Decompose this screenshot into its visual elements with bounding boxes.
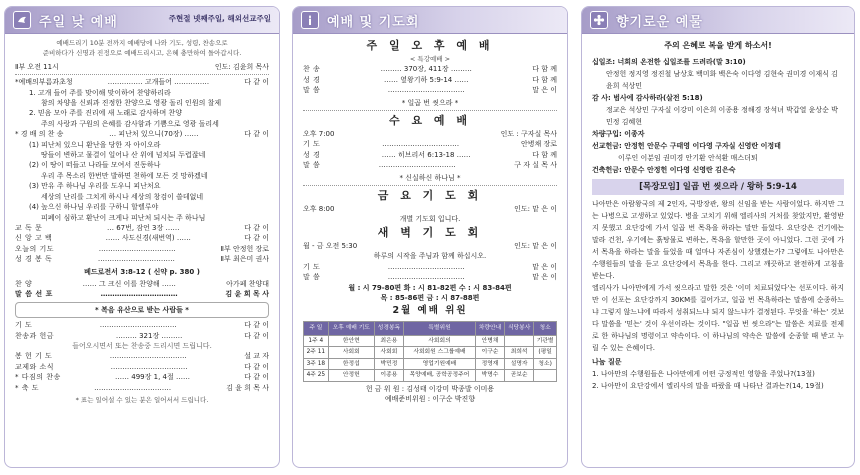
table-cell: 정영재	[475, 358, 504, 370]
question-item: 1. 나아만의 수행원들은 나아만에게 어떤 긍정적인 영향을 주었나?(13절)	[592, 370, 815, 378]
order-person: 김 윤 희 목 사	[226, 383, 269, 392]
order-label: * 축 도	[15, 383, 39, 392]
order-person: 설 교 자	[244, 352, 269, 361]
order-person: 다 같 이	[244, 331, 269, 340]
panel-sunday-worship	[4, 6, 280, 468]
table-cell: 박명수	[475, 370, 504, 382]
order-label: 찬송과 헌금	[15, 331, 55, 340]
order-person: 다 같 이	[244, 321, 269, 330]
wednesday-title: 수 요 예 배	[389, 114, 471, 128]
duty-header: 주 일	[304, 322, 329, 335]
hymn-line: 참의 차양을 신뢰과 진정한 찬양으로 영광 돌리 인원의 찰제	[41, 99, 222, 108]
order-person: 안병채 장로	[520, 140, 557, 149]
friday-leader: 인도: 맡 은 이	[514, 205, 557, 214]
order-person: 구 자 실 목 사	[514, 161, 557, 170]
order-fill: …… 옆왕기하 5:9-14 ……	[384, 75, 469, 84]
group-meeting-title: [목장모임] 일곱 번 씻으라 / 왕하 5:9-14	[592, 179, 844, 195]
order-person: 맡 은 이	[532, 262, 557, 271]
table-row	[304, 347, 557, 359]
meditation-paragraph: 엘리사가 나아만에게 가서 씻으라고 말한 것은 '이미 치료되었다'는 선포이다. 하지만 이 선포는 요단강까지 30KM를 걸어가고, 일곱 번 목욕하라는 말씀에 순종하느냐 그렇지 않느냐에 따라서 성취되느냐 되지 않느냐가 결정된다. 무엇을 '하는' 것보다 말씀을 '믿는' 것이 우선이라는 것이다. "일곱 번 씻으라"는 말씀은 치료를 전제로 한 하나님의 명령이고 약속이다. 이 하나님의 약속은 말씀에 순종할 때 받고 누릴 수 있는 은혜이다.	[592, 284, 844, 352]
meditation-paragraph: 나아만은 아람왕국의 제 2인자, 국방장관, 왕의 신임을 받는 사람이었다. 하지만 그는 나병으로 고생하고 있었다. 병을 고치기 위해 엘리사의 거처를 찾았지만, 환영받지 못했고 요단강에 가서 일곱 번 목욕을 하라는 말만 들었다. 요단강은 건기에는 말라 건천, 우기에는 흙탕물로 변하는, 목욕을 할만한 곳이 아니었다. 그런 곳에 가서 목욕을 하라는 말을 들었을 때 얼마나 자존심이 상했겠는가? 그렇에도 나아만은 수행원들의 말을 듣고 요단강에서 목욕을 한다. 그리고 깨끗하고 완전하게 고침을 받는다.	[592, 200, 844, 280]
hymn-line: 주의 사랑과 구원의 은혜를 감사함과 기쁨으로 영광 돌리세	[41, 119, 219, 128]
table-cell: 사회회원 스그룹예배	[404, 347, 476, 359]
order-person: 다 같 이	[244, 130, 269, 139]
hymn-line: (4) 높으신 하나님 우리를 구하니 할렐루야	[29, 203, 159, 212]
dove-icon	[13, 11, 31, 29]
order-person: 김 윤 희 목 사	[225, 290, 269, 299]
bible-reading: 목 : 85-86편 금 : 시 87-88편	[380, 293, 480, 302]
table-cell: 안정헌	[328, 370, 374, 382]
table-cell: 곧보순	[505, 370, 534, 382]
hymn-line: 피폐이 심하고 환난이 크게나 피난처 되시는 주 하나님	[41, 213, 206, 222]
table-row	[304, 335, 557, 347]
order-fill: ……………………………	[98, 244, 176, 253]
questions-title: 나눔 질문	[592, 358, 622, 366]
order-label: 성 경	[303, 150, 321, 159]
order-person: 다 함 께	[532, 65, 557, 74]
question-item: 2. 나아만이 요단강에서 엘리사의 말을 따랐을 때 나타난 결과는?(14, 19절)	[592, 382, 824, 390]
offering-heading: 주의 은혜로 복을 받게 하소서!	[664, 41, 772, 50]
order-label: *예배의부름과초청	[15, 78, 73, 87]
order-label: * 다짐의 찬송	[15, 373, 61, 382]
order-fill: ……………………………	[387, 273, 465, 282]
table-row	[304, 370, 557, 382]
table-cell: 사회회	[374, 347, 403, 359]
table-cell: 4주 25	[304, 370, 329, 382]
panel-worship-prayer	[292, 6, 568, 468]
order-person: 다 함 께	[532, 150, 557, 159]
worship-time: Ⅱ부 오전 11시	[15, 62, 59, 71]
order-fill: …… 499장 1, 4절 ……	[115, 373, 190, 382]
order-label: 기 도	[303, 140, 321, 149]
offering-section-label: 감 사: 범사에 감사하라(살전 5:18)	[592, 94, 703, 102]
order-label: 신 앙 고 백	[15, 234, 53, 243]
table-cell: 청소)	[534, 358, 557, 370]
order-fill: ……………………………	[387, 86, 465, 95]
friday-time: 오후 8:00	[303, 205, 335, 214]
table-cell: 최희석	[505, 347, 534, 359]
table-cell: 2주 11	[304, 347, 329, 359]
order-fill: ……… 370장, 411장 ………	[380, 65, 472, 74]
order-person: Ⅱ부 최은미 권사	[220, 255, 269, 264]
order-fill: ……………………………	[97, 255, 175, 264]
order-label: 말 씀	[303, 273, 321, 282]
hymn-line: (2) 이 땅이 떠들고 나라들 모여서 진동하나	[29, 161, 161, 170]
order-fill: ……… 321장 ………	[115, 331, 183, 340]
scripture-reference: 베드로전서 3:8-12 ( 신약 p. 380 )	[84, 267, 200, 276]
panel-header	[293, 7, 567, 34]
order-label: 봉 헌 기 도	[15, 352, 53, 361]
table-cell: 안병채	[475, 335, 504, 347]
wednesday-time: 오후 7:00	[303, 130, 335, 139]
dawn-time: 월 - 금 오전 5:30	[303, 241, 358, 250]
offering-section-label: 선교헌금: 안정헌 안문수 구태영 이다영 구자실 신영란 이정태	[592, 142, 781, 150]
order-person: 다 같 이	[244, 78, 269, 87]
footer-note: * 표는 일어설 수 있는 분은 일어서서 드립니다.	[75, 396, 209, 404]
offering-names: 정교은 석상민 구자실 이강미 이은희 이종용 정해경 장석녀 박갑열 윤상순 박민정 김혜현	[606, 106, 838, 126]
offering-section-label: 십일조: 너희의 온전한 십일조를 드려라(말 3:10)	[592, 58, 746, 66]
table-cell: 이구순	[475, 347, 504, 359]
hymn-line: 2. 믿음 모아 주를 진리에 새 노래로 감사하며 찬양	[29, 109, 182, 118]
afternoon-subtitle: < 특강예배 >	[409, 55, 451, 63]
table-cell: 사회회	[328, 347, 374, 359]
order-list	[15, 77, 269, 405]
order-fill: …… 히브리서 6:13-18 ……	[381, 150, 471, 159]
order-label: 오늘의 기도	[15, 244, 55, 253]
table-cell: 박민정	[374, 358, 403, 370]
duty-header: 특별위원	[404, 322, 476, 335]
friday-note: 개별 기도회 입니다.	[399, 215, 461, 224]
wednesday-leader: 인도 : 구자실 목사	[500, 130, 557, 139]
order-label: 찬 양	[15, 279, 33, 288]
candle-icon	[301, 11, 319, 29]
dawn-leader: 인도: 맡 은 이	[514, 241, 557, 250]
order-fill: …………… 고개들어 ……………	[107, 78, 210, 87]
offering-staff: 헌 금 위 원 : 김성태 이강미 박종발 이미용	[365, 384, 495, 393]
order-label: 기 도	[303, 262, 321, 271]
table-row	[304, 358, 557, 370]
table-cell	[505, 335, 534, 347]
sermon-note: * 일곱 번 씻으라 *	[401, 98, 459, 107]
offering-section-label: 차량구입: 이종자	[592, 130, 645, 138]
order-person: 다 같 이	[244, 362, 269, 371]
order-fill: ……………………………	[387, 262, 465, 271]
order-fill: ……………………………	[100, 290, 178, 299]
order-person: 다 같 이	[244, 373, 269, 382]
order-person: 말 은 이	[532, 86, 557, 95]
hymn-line: 세상의 난리를 그치게 하시나 세상의 창검이 쓸데없네	[41, 192, 204, 201]
intro-line: 예배드리기 10분 전까지 예배당에 나와 기도, 성령, 찬송으로	[56, 39, 228, 47]
order-label: 교제와 소식	[15, 362, 55, 371]
order-label: 말 씀	[303, 86, 321, 95]
order-person: 다 같 이	[244, 223, 269, 232]
duty-title: 2월 예배 위원	[392, 305, 468, 317]
friday-title: 금 요 기 도 회	[377, 189, 483, 203]
table-cell: 사회회의	[404, 335, 476, 347]
sermon-theme: * 복음 유산으로 받는 사람들 *	[15, 302, 269, 318]
order-fill: ……………………………	[110, 362, 188, 371]
reception-staff: 예배준비위원 : 이구순 박진향	[384, 395, 476, 404]
panel-offerings	[581, 6, 855, 468]
panel-title: 예배 및 기도회	[327, 14, 420, 30]
intro-line: 준비하다가 신명과 진정으로 예배드리시고, 은혜 충만하여 돌아갑시다.	[42, 49, 242, 58]
dawn-title: 새 벽 기 도 회	[377, 225, 483, 239]
duty-header: 성경봉독	[374, 322, 403, 335]
hymn-line: 1. 고개 들어 주를 맞이해 맞이하여 찬양하리라	[29, 88, 171, 97]
table-cell: 한정섭	[328, 358, 374, 370]
order-label: 말 씀	[303, 161, 321, 170]
table-cell: 설명자	[505, 358, 534, 370]
table-cell: 한안현	[328, 335, 374, 347]
panel-title: 주일 낮 예배	[39, 14, 118, 30]
order-fill: … 67번, 잠언 3장 ……	[106, 223, 180, 232]
hymn-line: 우리 주 목소리 한번만 발하면 천하에 모든 것 망하겠네	[41, 171, 208, 180]
dawn-note: 하루의 시작을 주님과 함께 하십시오.	[373, 252, 487, 261]
duty-header: 차량안내	[475, 322, 504, 335]
offering-names: 이루인 이분임 권미경 안기환 안석환 매스더퇴	[618, 154, 758, 162]
table-cell: 기관별	[534, 335, 557, 347]
table-cell: 1주 4	[304, 335, 329, 347]
order-fill: ……………………………	[99, 321, 177, 330]
duty-header: 식당봉사	[505, 322, 534, 335]
order-person: 다 함 께	[532, 75, 557, 84]
order-fill: …… 사도신경(새번역) ……	[105, 234, 191, 243]
panel-header	[582, 7, 854, 34]
offering-section-label: 건축헌금: 안문수 안정헌 이다영 신영란 김은숙	[592, 166, 736, 174]
order-label: 말 씀 선 포	[15, 290, 53, 299]
panel-title: 향기로운 예물	[616, 14, 703, 30]
order-fill: …… 그 크신 이를 찬양해 ……	[82, 279, 176, 288]
order-person: Ⅱ부 안정헌 장로	[220, 244, 269, 253]
order-fill: ……………………………	[94, 383, 172, 392]
order-person: 다 같 이	[244, 234, 269, 243]
order-label: * 경 배 의 찬 송	[15, 130, 64, 139]
table-cell: 최은용	[374, 335, 403, 347]
panel-subtitle: 주현절 넷째주일, 해외선교주일	[168, 14, 271, 23]
order-fill: ……………………………	[382, 140, 460, 149]
order-fill: ……………………………	[378, 161, 456, 170]
duty-header: 청소	[534, 322, 557, 335]
order-label: 교 독 문	[15, 223, 43, 232]
table-cell: 이종용	[374, 370, 403, 382]
offering-names: 안정헌 정지영 정진철 남상호 백미화 백은숙 이다영 김현숙 권미경 이재식 김윤희 석상민	[606, 70, 838, 90]
afternoon-title: 주 일 오 후 예 배	[366, 39, 494, 52]
table-cell: 3주 18	[304, 358, 329, 370]
flower-icon	[590, 11, 608, 29]
duty-header: 오후 예배 기도	[328, 322, 374, 335]
offering-note: 들어오시면서 또는 찬송중 드리시면 드립니다.	[72, 341, 212, 350]
order-label: 성 경 봉 독	[15, 255, 53, 264]
table-cell: (평일	[534, 347, 557, 359]
order-label: 찬 송	[303, 65, 321, 74]
order-person: 맡 은 이	[532, 273, 557, 282]
panel-header	[5, 7, 279, 34]
order-fill: … 피난처 있으니(70장) ……	[109, 130, 199, 139]
table-cell	[534, 370, 557, 382]
duty-table	[303, 321, 557, 381]
order-label: 기 도	[15, 321, 33, 330]
order-fill: ……………………………	[109, 352, 187, 361]
hymn-line: (3) 만유 주 하나님 우리를 도우니 피난처요	[29, 182, 161, 191]
table-cell: 목양예배, 공학공정주어	[404, 370, 476, 382]
hymn-line: (1) 피난처 있으니 환난을 당한 자 아이오라	[29, 140, 161, 149]
order-label: 성 경	[303, 75, 321, 84]
hymn-line: 땅들이 변하고 물결이 일어나 산 위에 넘치되 두렵잖네	[41, 151, 206, 160]
order-person: 아가페 찬양대	[226, 279, 269, 288]
sermon-note: * 신실하신 하나님 *	[399, 173, 461, 182]
table-cell: 영업기원예배	[404, 358, 476, 370]
worship-leader: 인도: 김윤희 목사	[214, 62, 269, 71]
bible-reading: 월 : 시 79-80편 화 : 시 81-82편 수 : 시 83-84편	[348, 283, 512, 292]
